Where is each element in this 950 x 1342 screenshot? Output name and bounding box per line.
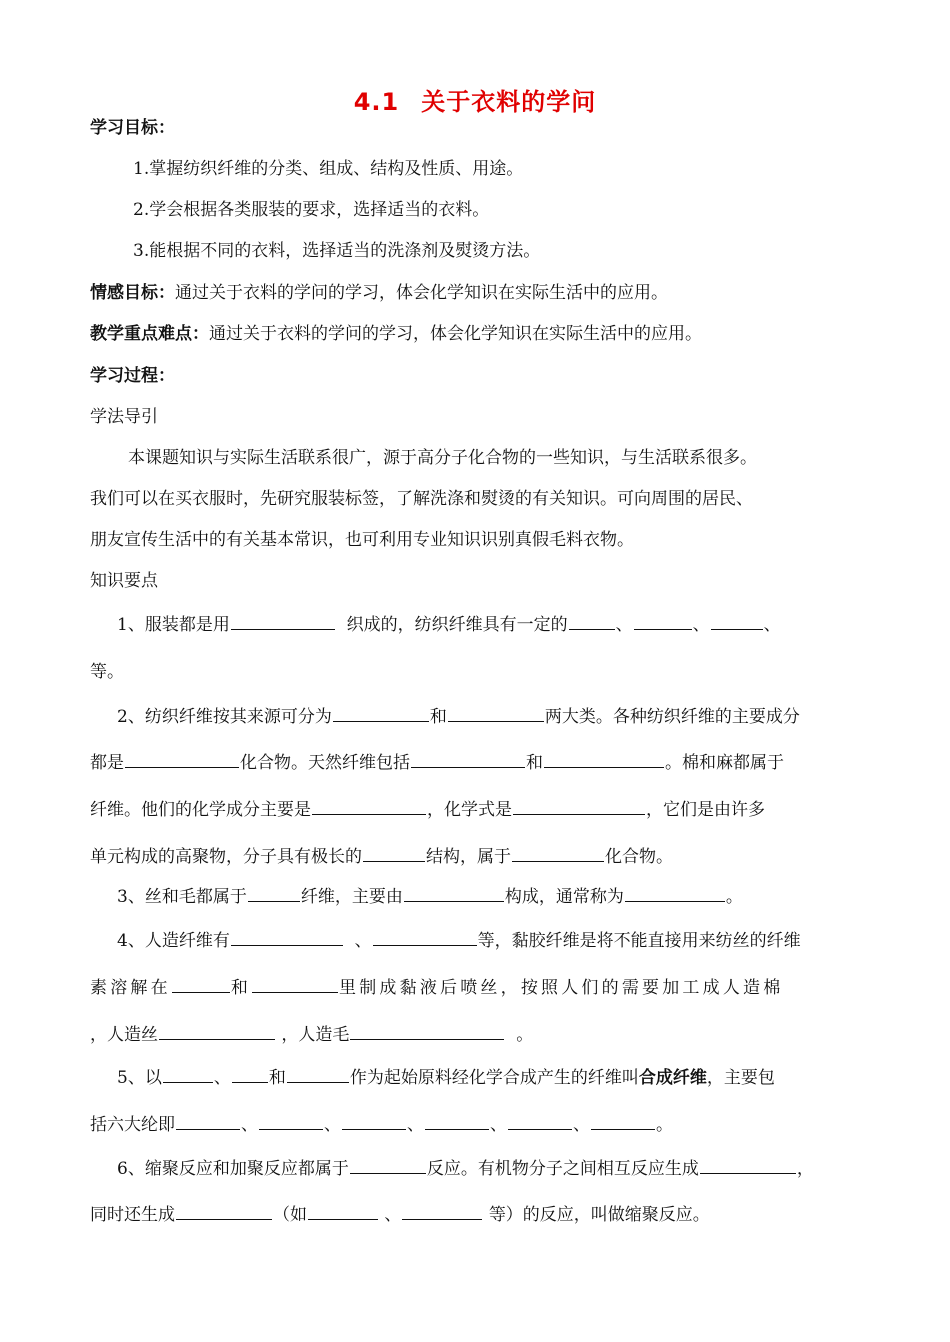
answer-blank[interactable]	[350, 1156, 426, 1174]
answer-blank[interactable]	[172, 975, 230, 993]
answer-blank[interactable]	[252, 975, 338, 993]
answer-blank[interactable]	[625, 884, 725, 902]
points-heading: 知识要点	[90, 571, 158, 591]
guide-line-1: 本课题知识与实际生活联系很广，源于高分子化合物的一些知识，与生活联系很多。	[128, 448, 757, 468]
question-1-line-2: 等。	[90, 662, 124, 682]
answer-blank[interactable]	[287, 1065, 349, 1083]
answer-blank[interactable]	[508, 1112, 572, 1130]
bold-term: 合成纤维	[638, 1068, 707, 1088]
question-2-line-2: 都是 化合物。天然纤维包括 和 。棉和麻都属于	[90, 750, 784, 775]
answer-blank[interactable]	[425, 1112, 489, 1130]
question-5-line-1: 5、以 、 和 作为起始原料经化学合成产生的纤维叫合成纤维，主要包	[117, 1065, 775, 1090]
answer-blank[interactable]	[333, 704, 429, 722]
question-2-line-4: 单元构成的高聚物，分子具有极长的 结构，属于 化合物。	[90, 844, 673, 869]
question-4-line-2: 素溶解在 和 里制成黏液后喷丝，按照人们的需要加工成人造棉	[90, 975, 783, 1000]
answer-blank[interactable]	[634, 612, 692, 630]
question-6-line-1: 6、缩聚反应和加聚反应都属于 反应。有机物分子之间相互反应生成 ，	[117, 1156, 814, 1181]
key-text: 通过关于衣料的学问的学习，体会化学知识在实际生活中的应用。	[209, 324, 702, 344]
question-2-line-3: 纤维。他们的化学成分主要是 ，化学式是 ，它们是由许多	[90, 797, 765, 822]
title-text: 关于衣料的学问	[421, 88, 597, 116]
goal-item-2: 2.学会根据各类服装的要求，选择适当的衣料。	[133, 200, 490, 220]
question-2-line-1: 2、纺织纤维按其来源可分为 和 两大类。各种纺织纤维的主要成分	[117, 704, 800, 729]
answer-blank[interactable]	[259, 1112, 323, 1130]
process-heading: 学习过程：	[90, 366, 175, 386]
answer-blank[interactable]	[350, 1022, 504, 1040]
answer-blank[interactable]	[700, 1156, 796, 1174]
question-5-line-2: 括六大纶即 、 、 、 、 、 。	[90, 1112, 673, 1137]
answer-blank[interactable]	[404, 884, 504, 902]
goal-item-3: 3.能根据不同的衣料，选择适当的洗涤剂及熨烫方法。	[133, 241, 541, 261]
answer-blank[interactable]	[448, 704, 544, 722]
key-points	[90, 322, 702, 346]
answer-blank[interactable]	[125, 750, 239, 768]
question-3: 3、丝和毛都属于 纤维，主要由 构成，通常称为 。	[117, 884, 743, 909]
answer-blank[interactable]	[308, 1202, 378, 1220]
emotion-label: 情感目标：	[90, 283, 175, 303]
key-label: 教学重点难点：	[90, 324, 209, 344]
answer-blank[interactable]	[159, 1022, 275, 1040]
answer-blank[interactable]	[232, 1065, 268, 1083]
answer-blank[interactable]	[163, 1065, 213, 1083]
answer-blank[interactable]	[512, 844, 604, 862]
question-1-line-1: 1、服装都是用 织成的，纺织纤维具有一定的 、 、 、	[117, 612, 781, 637]
emotion-text: 通过关于衣料的学问的学习，体会化学知识在实际生活中的应用。	[175, 283, 668, 303]
answer-blank[interactable]	[569, 612, 615, 630]
goals-heading: 学习目标：	[90, 118, 175, 138]
emotion-goal	[90, 281, 668, 305]
answer-blank[interactable]	[373, 928, 477, 946]
question-4-line-1: 4、人造纤维有 、 等，黏胶纤维是将不能直接用来纺丝的纤维	[117, 928, 801, 953]
page-title	[0, 82, 950, 117]
answer-blank[interactable]	[544, 750, 664, 768]
answer-blank[interactable]	[591, 1112, 655, 1130]
title-number: 4.1	[353, 88, 400, 116]
answer-blank[interactable]	[231, 928, 343, 946]
answer-blank[interactable]	[176, 1112, 240, 1130]
answer-blank[interactable]	[342, 1112, 406, 1130]
answer-blank[interactable]	[711, 612, 763, 630]
question-4-line-3: ，人造丝 ，人造毛 。	[90, 1022, 533, 1047]
goal-item-1: 1.掌握纺织纤维的分类、组成、结构及性质、用途。	[133, 159, 524, 179]
answer-blank[interactable]	[411, 750, 525, 768]
guide-line-2: 我们可以在买衣服时，先研究服装标签，了解洗涤和熨烫的有关知识。可向周围的居民、	[90, 489, 753, 509]
answer-blank[interactable]	[312, 797, 426, 815]
guide-line-3: 朋友宣传生活中的有关基本常识，也可利用专业知识识别真假毛料衣物。	[90, 530, 634, 550]
answer-blank[interactable]	[513, 797, 645, 815]
answer-blank[interactable]	[248, 884, 300, 902]
question-6-line-2: 同时还生成 （如 、 等）的反应，叫做缩聚反应。	[90, 1202, 710, 1227]
guide-heading: 学法导引	[90, 407, 158, 427]
answer-blank[interactable]	[363, 844, 425, 862]
answer-blank[interactable]	[176, 1202, 272, 1220]
answer-blank[interactable]	[231, 612, 335, 630]
answer-blank[interactable]	[402, 1202, 482, 1220]
